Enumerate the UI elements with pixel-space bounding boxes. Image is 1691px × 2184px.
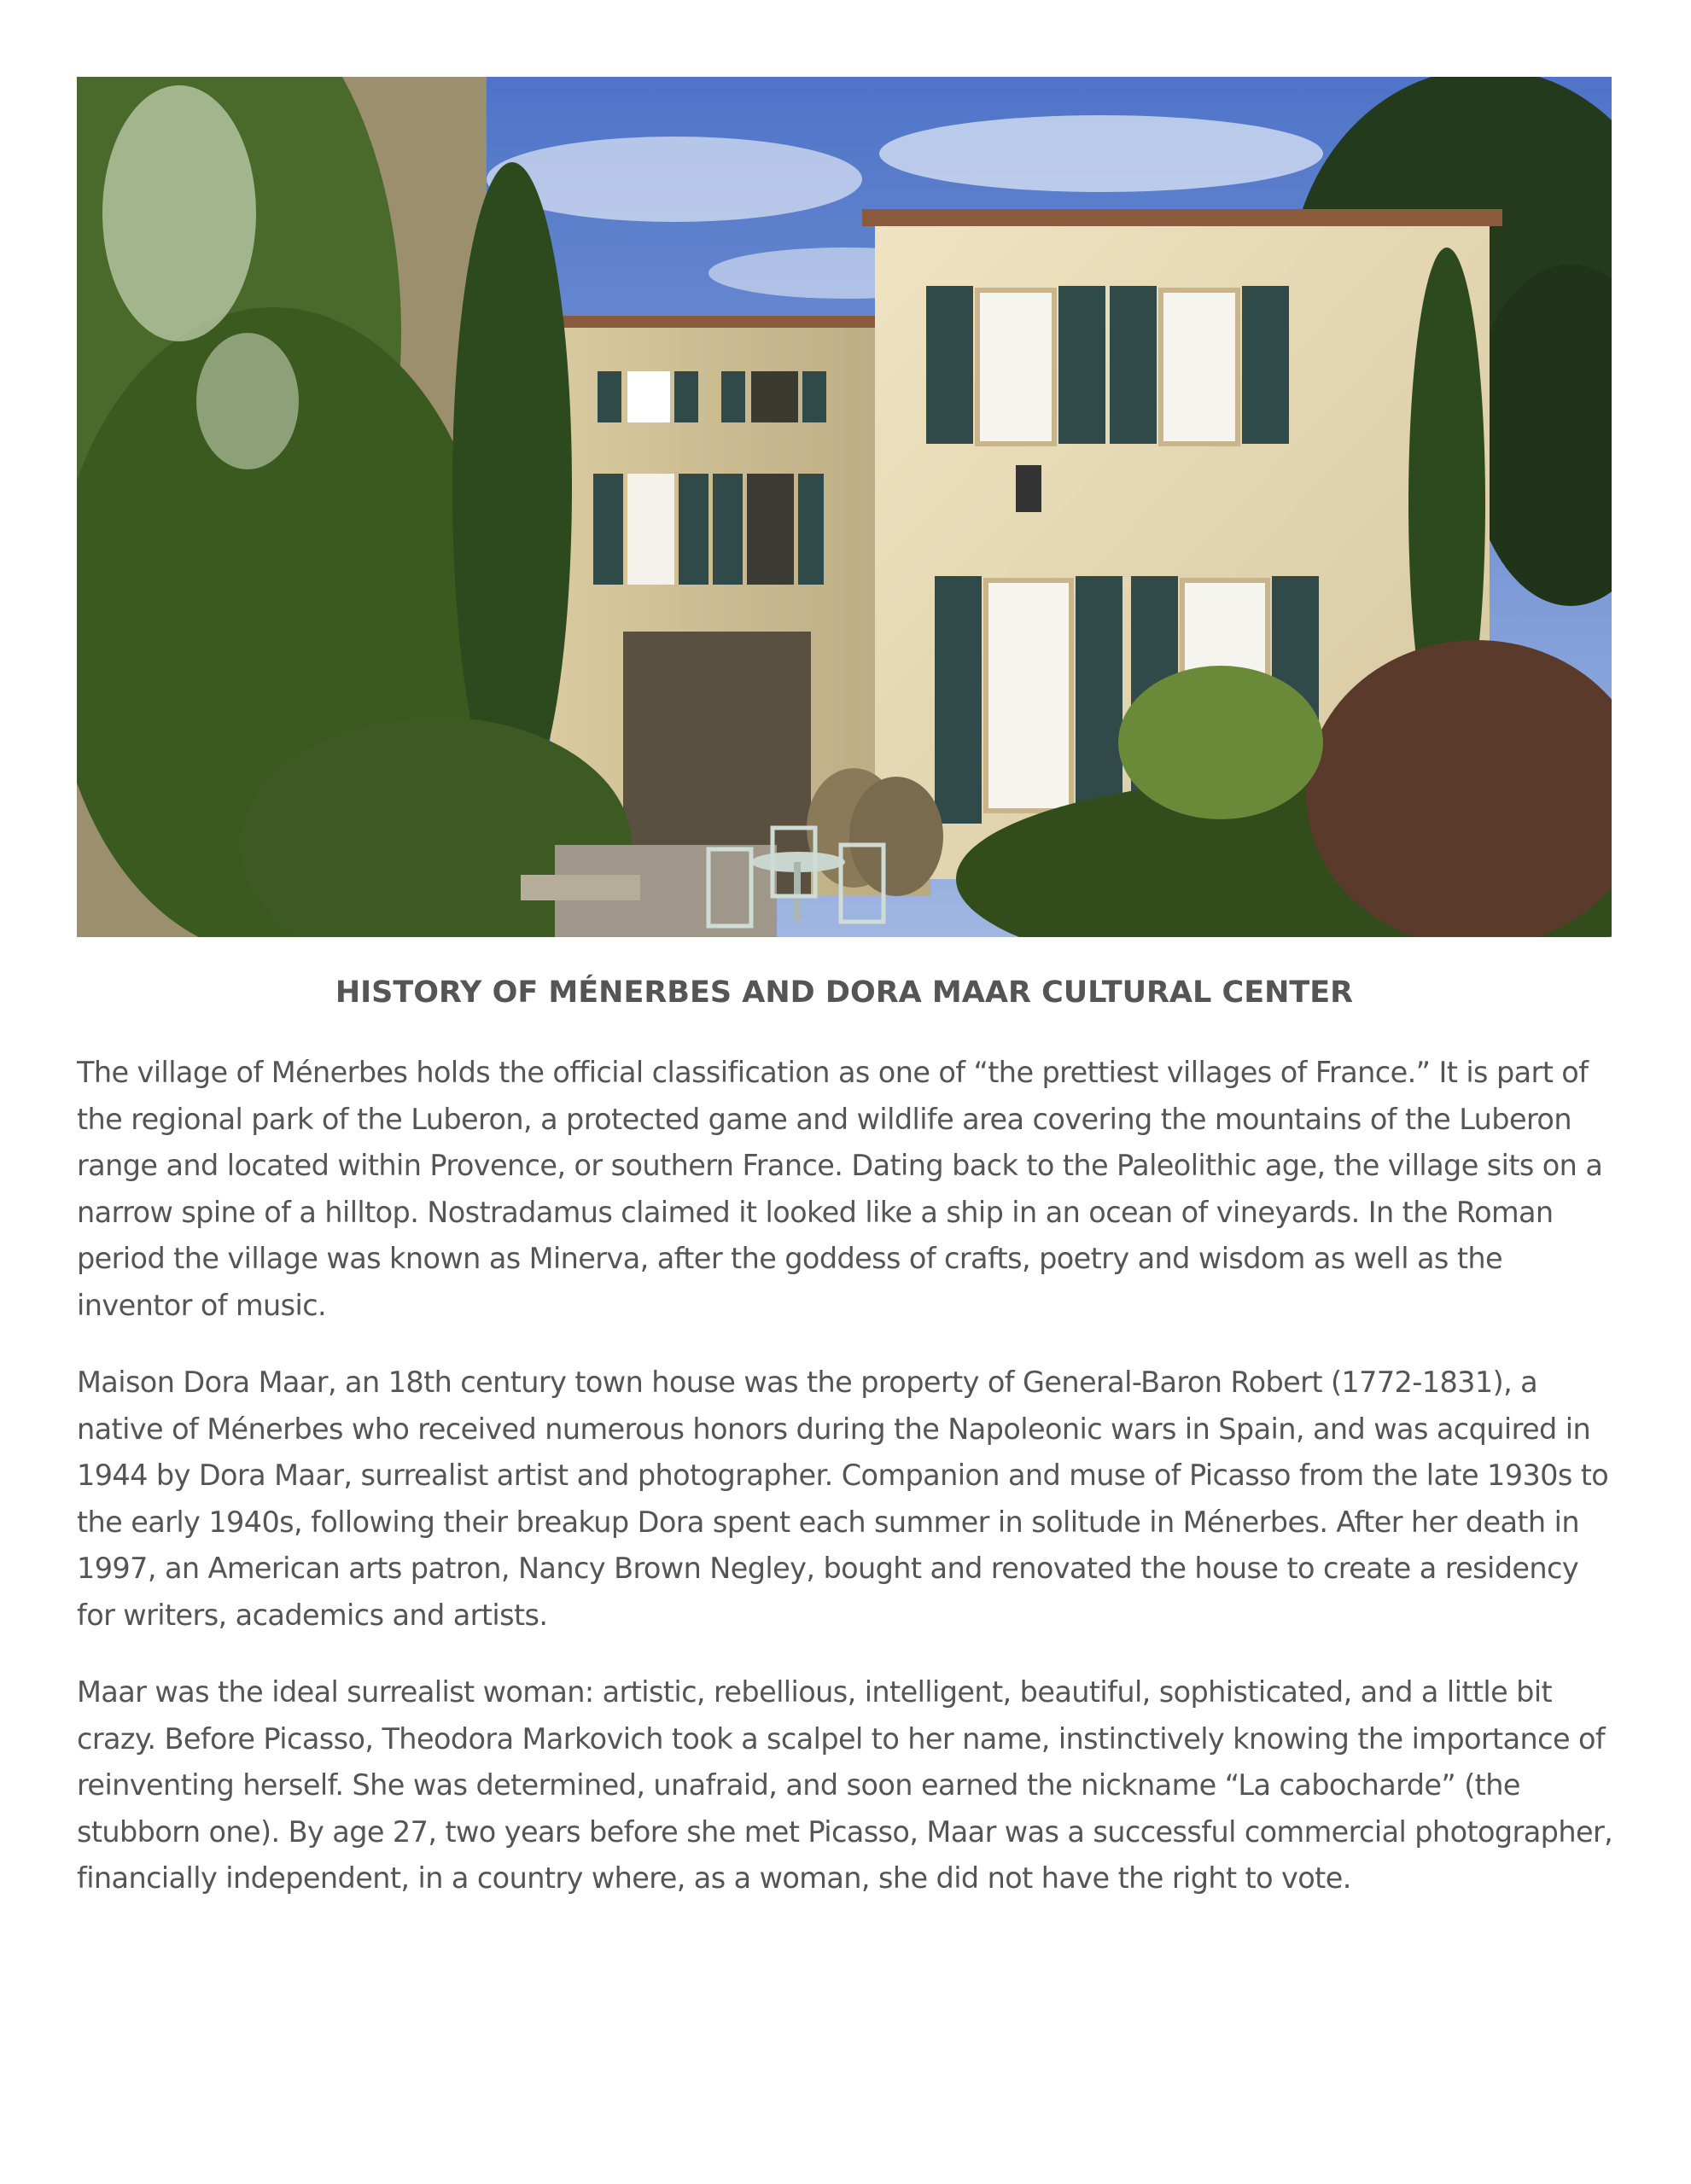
hero-photo: [77, 77, 1612, 937]
page-title: HISTORY OF MÉNERBES AND DORA MAAR CULTURAL CENTER: [335, 976, 1354, 1010]
paragraph-dora-maar-biography: Maar was the ideal surrealist woman: artistic, rebellious, intelligent, beautiful, sophisticated, and a little bit crazy. Before Picasso, Theodora Markovich took a scalpel to her name, instinctively knowing the importance of reinventing herself. She was determined, unafraid, and soon earned the nickname “La cabocharde” (the stubborn one). By age 27, two years before she met Picasso, Maar was a successful commercial photographer, financially independent, in a country where, as a woman, she did not have the right to vote.: [77, 1675, 1613, 1895]
paragraph-menerbes-history: The village of Ménerbes holds the official classification as one of “the prettiest villages of France.” It is part of the regional park of the Luberon, a protected game and wildlife area covering the mountains of the Luberon range and located within Provence, or southern France. Dating back to the Paleolithic age, the village sits on a narrow spine of a hilltop. Nostradamus claimed it looked like a ship in an ocean of vineyards. In the Roman period the village was known as Minerva, after the goddess of crafts, poetry and wisdom as well as the inventor of music.: [77, 1056, 1603, 1322]
paragraph-maison-dora-maar: Maison Dora Maar, an 18th century town house was the property of General-Baron Robert (1772-1831), a native of Ménerbes who received numerous honors during the Napoleonic wars in Spain, and was acquired in 1944 by Dora Maar, surrealist artist and photographer. Companion and muse of Picasso from the late 1930s to the early 1940s, following their breakup Dora spent each summer in solitude in Ménerbes. After her death in 1997, an American arts patron, Nancy Brown Negley, bought and renovated the house to create a residency for writers, academics and artists.: [77, 1366, 1609, 1632]
house-photo-illustration: [77, 77, 1612, 937]
